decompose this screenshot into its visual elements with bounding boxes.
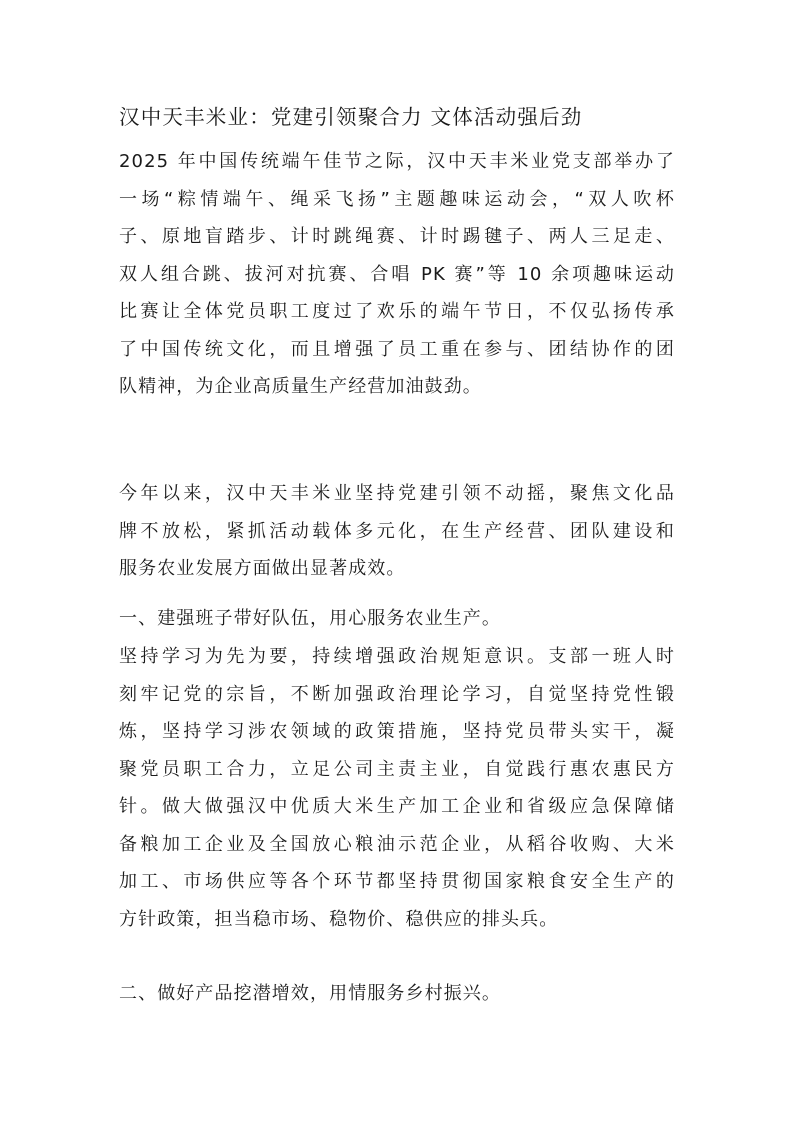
text-line: 双人组合跳、拔河对抗赛、合唱 PK 赛”等 10 余项趣味运动	[119, 263, 675, 285]
intro-paragraph	[119, 143, 675, 406]
text-line: 2025 年中国传统端午佳节之际，汉中天丰米业党支部举办了	[119, 151, 675, 172]
document-title: 汉中天丰米业：党建引领聚合力 文体活动强后劲	[119, 105, 583, 129]
text-line: 牌不放松，紧抓活动载体多元化，在生产经营、团队建设和	[119, 520, 675, 542]
text-line: 坚持学习为先为要，持续增强政治规矩意识。支部一班人时	[119, 646, 675, 667]
text-line: 刻牢记党的宗旨，不断加强政治理论学习，自觉坚持党性锻	[119, 683, 675, 705]
text-line: 方针政策，担当稳市场、稳物价、稳供应的排头兵。	[119, 908, 559, 930]
section-heading-1: 一、建强班子带好队伍，用心服务农业生产。	[119, 608, 501, 629]
text-line: 了中国传统文化，而且增强了员工重在参与、团结协作的团	[119, 338, 675, 360]
text-line: 比赛让全体党员职工度过了欢乐的端午节日，不仅弘扬传承	[119, 301, 675, 322]
text-line: 备粮加工企业及全国放心粮油示范企业，从稻谷收购、大米	[119, 833, 675, 855]
section-heading-2: 二、做好产品挖潜增效，用情服务乡村振兴。	[119, 983, 501, 1004]
text-line: 子、原地盲踏步、计时跳绳赛、计时踢毽子、两人三足走、	[119, 226, 675, 247]
section1-paragraph	[119, 638, 675, 938]
text-line: 针。做大做强汉中优质大米生产加工企业和省级应急保障储	[119, 796, 675, 817]
text-line: 聚党员职工合力，立足公司主责主业，自觉践行惠农惠民方	[119, 758, 675, 780]
text-line: 今年以来，汉中天丰米业坚持党建引领不动摇，聚焦文化品	[119, 483, 675, 504]
text-line: 一场“粽情端午、绳采飞扬”主题趣味运动会，“双人吹杯	[119, 188, 675, 210]
text-line: 加工、市场供应等各个环节都坚持贯彻国家粮食安全生产的	[119, 871, 675, 892]
text-line: 服务农业发展方面做出显著成效。	[119, 558, 406, 579]
text-line: 炼，坚持学习涉农领域的政策措施，坚持党员带头实干，凝	[119, 721, 675, 742]
summary-paragraph	[119, 475, 675, 588]
text-line: 队精神，为企业高质量生产经营加油鼓劲。	[119, 376, 482, 397]
